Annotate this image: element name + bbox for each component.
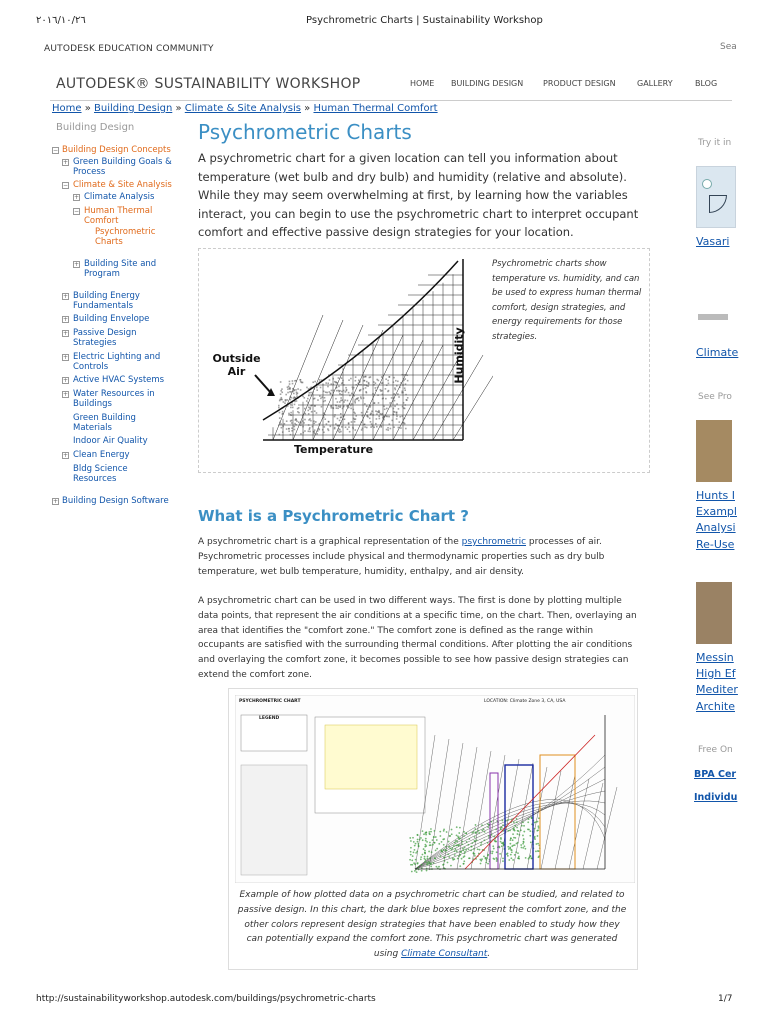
vasari-thumbnail[interactable] xyxy=(696,166,736,228)
breadcrumb-separator: » xyxy=(172,103,185,114)
expand-icon[interactable]: + xyxy=(53,498,59,505)
expand-icon[interactable]: + xyxy=(63,354,69,361)
expand-icon[interactable]: + xyxy=(63,159,69,166)
vasari-link[interactable]: Vasari xyxy=(696,235,730,248)
sidebar-item-building-energy[interactable]: Building Energy Fundamentals xyxy=(73,291,140,311)
sidebar-item-green-building-goals[interactable]: Green Building Goals & Process xyxy=(73,157,172,177)
caption-text: Example of how plotted data on a psychrometric chart can be studied, and related to passive design. In this chart, the dark blue boxes represent the comfort zone, and the other colors represent design strategies that have been enabled to study how they can potentially expand the comfort zone. This psychrometric chart was generated using xyxy=(237,890,627,960)
collapse-icon[interactable]: − xyxy=(74,208,80,215)
expand-icon[interactable]: + xyxy=(63,391,69,398)
sidebar-item-building-envelope[interactable]: Building Envelope xyxy=(73,314,150,324)
figure1-caption: Psychrometric charts show temperature vs. humidity, and can be used to express human thermal comfort, design strategies, and energy requirements for those strategies. xyxy=(492,259,642,342)
sidebar-item-indoor-air-quality[interactable]: Indoor Air Quality xyxy=(73,436,148,446)
breadcrumb-separator: » xyxy=(81,103,95,114)
search-field[interactable]: Sea xyxy=(720,42,737,52)
caption-text: . xyxy=(487,949,491,960)
messina-link-3[interactable]: Mediter xyxy=(696,683,738,696)
expand-icon[interactable]: + xyxy=(63,316,69,323)
sidebar-item-design-software[interactable]: Building Design Software xyxy=(62,496,169,506)
sidebar-item-clean-energy[interactable]: Clean Energy xyxy=(73,450,130,460)
nav-product-design[interactable]: PRODUCT DESIGN xyxy=(543,79,616,88)
breadcrumb-building-design[interactable]: Building Design xyxy=(94,103,173,114)
breadcrumb-thermal-comfort[interactable]: Human Thermal Comfort xyxy=(313,103,438,114)
breadcrumb-climate-site[interactable]: Climate & Site Analysis xyxy=(184,103,301,114)
try-it-label: Try it in xyxy=(698,138,732,148)
breadcrumb-separator: » xyxy=(301,103,314,114)
para-text: A psychrometric chart is a graphical representation of the xyxy=(198,537,462,547)
bpa-link[interactable]: BPA Cer xyxy=(694,769,737,780)
climate-consultant-link[interactable]: Climate Consultant xyxy=(401,949,488,960)
expand-icon[interactable]: + xyxy=(63,377,69,384)
sidebar-item-psychrometric-charts[interactable]: Psychrometric Charts xyxy=(95,227,156,247)
sidebar-item-bldg-science[interactable]: Bldg Science Resources xyxy=(73,464,128,484)
sidebar-item-water-resources[interactable]: Water Resources in Buildings xyxy=(73,389,155,409)
nav-building-design[interactable]: BUILDING DESIGN xyxy=(451,79,524,88)
climate-thumbnail[interactable] xyxy=(696,290,736,330)
definition-paragraph xyxy=(198,535,638,579)
sidebar-item-climate-analysis[interactable]: Climate Analysis xyxy=(84,192,155,202)
page-title: Psychrometric Charts xyxy=(198,120,412,144)
sidebar-item-green-materials[interactable]: Green Building Materials xyxy=(73,413,136,433)
breadcrumb xyxy=(52,103,438,114)
sidebar-title: Building Design xyxy=(56,122,135,133)
nav-gallery[interactable]: GALLERY xyxy=(637,79,673,88)
collapse-icon[interactable]: − xyxy=(63,182,69,189)
nav-blog[interactable]: BLOG xyxy=(695,79,718,88)
individual-link[interactable]: Individu xyxy=(694,792,738,803)
messina-link-1[interactable]: Messin xyxy=(696,651,734,664)
location-value: Climate Zone 3, CA, USA xyxy=(509,699,566,704)
temperature-axis-label: Temperature xyxy=(294,443,374,456)
hunts-link-3[interactable]: Analysi xyxy=(696,521,736,534)
climate-consultant-chart-image xyxy=(235,695,635,883)
para-text: processes of air. Psychrometric processes include physical and thermodynamic properties such as dry bulb temperature, wet bulb temperature, humidity, enthalpy, and air density. xyxy=(198,537,605,577)
footer-page-number: 1/7 xyxy=(718,994,733,1004)
print-date: ٢٠١٦/١٠/٢٦ xyxy=(36,15,86,26)
sidebar-item-human-thermal-comfort[interactable]: Human Thermal Comfort xyxy=(84,206,153,226)
sidebar-item-electric-lighting[interactable]: Electric Lighting and Controls xyxy=(73,352,161,372)
sidebar-item-building-design-concepts[interactable]: Building Design Concepts xyxy=(62,145,171,155)
psychrometric-link[interactable]: psychrometric xyxy=(461,537,527,547)
messina-link-2[interactable]: High Ef xyxy=(696,667,736,680)
location-label: LOCATION: xyxy=(484,699,509,704)
hunts-link-2[interactable]: Exampl xyxy=(696,505,737,518)
sidebar-item-active-hvac[interactable]: Active HVAC Systems xyxy=(73,375,165,385)
sidebar-item-climate-site-analysis[interactable]: Climate & Site Analysis xyxy=(73,180,172,190)
breadcrumb-home[interactable]: Home xyxy=(52,103,82,114)
expand-icon[interactable]: + xyxy=(74,261,80,268)
see-pro-label: See Pro xyxy=(698,392,732,402)
chart-title: PSYCHROMETRIC CHART xyxy=(239,699,301,704)
site-brand-logo[interactable]: AUTODESK® SUSTAINABILITY WORKSHOP xyxy=(56,76,361,92)
usage-paragraph: A psychrometric chart can be used in two different ways. The first is done by plotting multiple data points, that represent the air conditions at a specific time, on the chart. Then, overlaying an area that identifies the "comfort zone." The comfort zone is defined as the range within occupants are satisfied with the surrounding thermal conditions. After plotting the air conditions and overlaying the comfort zone, it becomes possible to see how passive design strategies can extend the comfort zone. xyxy=(198,596,637,680)
outside-air-label: Outside Air xyxy=(212,352,261,378)
free-on-label: Free On xyxy=(698,745,733,755)
footer-url: http://sustainabilityworkshop.autodesk.com/buildings/psychrometric-charts xyxy=(36,994,376,1004)
expand-icon[interactable]: + xyxy=(63,293,69,300)
hunts-link-4[interactable]: Re-Use xyxy=(696,538,735,551)
intro-paragraph: A psychrometric chart for a given location can tell you information about temperature (wet bulb and dry bulb) and humidity (relative and absolute). While they may seem overwhelming at first, by learning how the variables interact, you can begin to use the psychrometric chart to interpret occupant comfort and effective passive design strategies for your location. xyxy=(198,151,639,239)
print-page-title: Psychrometric Charts | Sustainability Workshop xyxy=(306,15,543,26)
messina-thumbnail[interactable] xyxy=(696,582,732,644)
collapse-icon[interactable]: − xyxy=(53,147,59,154)
sidebar-item-passive-design[interactable]: Passive Design Strategies xyxy=(73,328,137,348)
chart-location xyxy=(484,699,565,704)
messina-link-4[interactable]: Archite xyxy=(696,700,735,713)
section-title: What is a Psychrometric Chart ? xyxy=(198,507,470,525)
chart-legend-label: LEGEND xyxy=(259,716,280,721)
climate-link[interactable]: Climate xyxy=(696,346,739,359)
nav-home[interactable]: HOME xyxy=(410,79,435,88)
humidity-axis-label: Humidity xyxy=(452,327,466,384)
figure2-caption xyxy=(236,888,628,962)
nav-divider xyxy=(50,100,732,101)
edu-community-link[interactable]: AUTODESK EDUCATION COMMUNITY xyxy=(44,44,214,54)
expand-icon[interactable]: + xyxy=(63,330,69,337)
hunts-thumbnail[interactable] xyxy=(696,420,732,482)
sidebar-item-building-site-program[interactable]: Building Site and Program xyxy=(84,259,157,279)
expand-icon[interactable]: + xyxy=(74,194,80,201)
expand-icon[interactable]: + xyxy=(63,452,69,459)
hunts-link-1[interactable]: Hunts I xyxy=(696,489,735,502)
